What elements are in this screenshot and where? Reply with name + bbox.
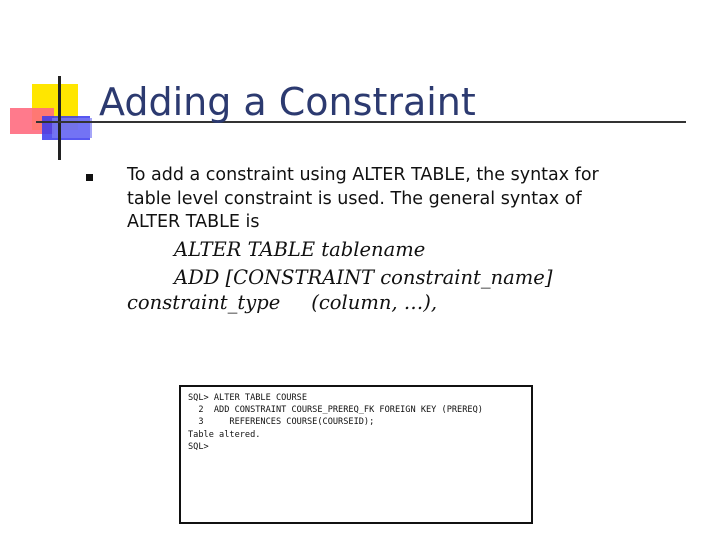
syntax-line-2: ADD [CONSTRAINT constraint_name]	[174, 266, 553, 289]
syntax-line-3: constraint_type (column, …),	[127, 291, 438, 314]
console-line-3: 3 REFERENCES COURSE(COURSEID);	[188, 417, 375, 428]
console-line-4: Table altered.	[188, 429, 261, 440]
console-line-1: SQL> ALTER TABLE COURSE	[188, 393, 307, 403]
bullet-text: To add a constraint using ALTER TABLE, the syntax for table level constraint is used. The general syntax of ALTER TABLE is	[127, 165, 599, 232]
sql-console-box	[179, 385, 533, 524]
slide-title: Adding a Constraint	[99, 80, 476, 124]
syntax-line-1: ALTER TABLE tablename	[174, 238, 426, 261]
console-line-2: 2 ADD CONSTRAINT COURSE_PREREQ_FK FOREIGN KEY (PREREQ)	[188, 405, 483, 416]
decor-vertical-rule	[58, 76, 61, 160]
console-line-5: SQL>	[188, 441, 209, 452]
bullet-square-icon	[86, 174, 93, 181]
